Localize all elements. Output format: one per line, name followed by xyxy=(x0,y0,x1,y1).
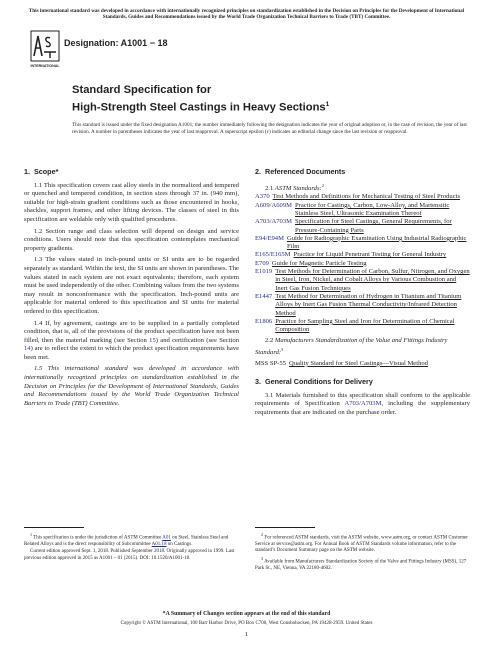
reference-item[interactable] xyxy=(255,293,470,318)
paragraph-1-1: 1.1 This specification covers cast alloy steels in the normalized and tempered or quenched and tempered condition, in section sizes through 37 in. (940 mm), suitable for high-strain gradient conditions such as those encountered in hooks, shackles, support frames, and other lifting devices. The classes of steel in this specification are weldable only with qualified procedures. xyxy=(24,181,239,223)
a01-18-subcommittee-link[interactable]: A01.18 xyxy=(151,541,167,547)
reference-code[interactable]: A370 xyxy=(255,193,270,201)
mss-reference-title: Quality Standard for Steel Castings—Visual Method xyxy=(288,359,428,367)
astm-standards-number: 2.1 xyxy=(265,184,275,192)
title-line-2 xyxy=(72,98,329,115)
reference-item[interactable] xyxy=(255,235,470,252)
mss-reference-code: MSS SP-55 xyxy=(255,359,286,367)
title-line-2-text: High-Strength Steel Castings in Heavy Sections xyxy=(72,101,326,114)
reference-code[interactable]: E709 xyxy=(255,259,269,267)
general-heading-text: General Conditions for Delivery xyxy=(265,377,373,387)
footnote-3: $^3$ Available from Manufacturers Standardization Society of the Valve and Fittings Industry (MSS), 127 Park St., NE, Vienna, VA 22180-4602. xyxy=(255,555,467,571)
paragraph-1-4: 1.4 If, by agreement, castings are to be supplied in a partially completed condition, that is, all of the provisions of the product specification have not been filled, then the material marking (see Section 15) and certification (see Section 14) are to reflect the extent to which the product specification requirements have been met. xyxy=(24,319,239,361)
copyright-line: Copyright © ASTM International, 100 Barr Harbor Drive, PO Box C700, West Conshohocken, PA 19428-2959. United States xyxy=(120,621,373,626)
astm-standards-label xyxy=(255,182,470,194)
left-footnote-rule xyxy=(24,527,84,528)
footnote-1: $^1$ This specification is under the jurisdiction of ASTM Committee A01 on Steel, Stainless Steel and Related Alloys and is the direct responsibility of Subcommittee A01.18 on Castings. xyxy=(24,532,229,547)
scope-heading-text: Scope* xyxy=(34,167,59,176)
mss-standards-label xyxy=(255,337,470,357)
reference-item[interactable] xyxy=(255,251,470,259)
paragraph-1-2: 1.2 Section range and class selection will depend on design and service conditions. Users should note that this specification contemplates mechanical property gradients. xyxy=(24,227,239,252)
reference-title: Guide for Magnetic Particle Testing xyxy=(271,259,367,267)
general-heading-number: 3. xyxy=(255,377,261,387)
page-number: 1 xyxy=(244,631,249,638)
footnote-3-text: Available from Manufacturers Standardization Society of the Valve and Fittings Industry (MSS), 127 Park St., NE, Vienna, VA 22180-4602. xyxy=(255,559,467,571)
right-footnotes xyxy=(255,532,470,573)
paragraph-1-5-text: This international standard was developed in accordance with internationally recognized principles on standardization established in the Decision on Principles for the Development of International Standards, Guides and Recommendations issued by the World Trade Organization Technical Barriers to Trade (TBT) Committee. xyxy=(24,365,239,407)
section-15-link[interactable]: 15 xyxy=(149,336,156,344)
reference-code[interactable]: A703/A703M xyxy=(255,218,292,226)
scope-heading-number: 1. xyxy=(24,167,30,176)
footnote-1-text-b: on Steel, Stainless Steel and Related Alloys and is the direct responsibility of Subcommittee xyxy=(24,535,229,547)
footnote-1-edition: Current edition approved Sept. 1, 2018. Published September 2018. Originally approved in 1999. Last previous edition approved in 2015 as A1001 – 01 (2015). DOI: 10.1520/A1001-18. xyxy=(24,549,235,561)
footnote-1-text-a: This specification is under the jurisdiction of ASTM Committee xyxy=(33,535,163,541)
reference-item[interactable] xyxy=(255,193,470,201)
reference-code[interactable]: E1447 xyxy=(255,292,273,300)
issued-note: This standard is issued under the fixed designation A1001; the number immediately following the designation indicates the year of original adoption or, in the case of revision, the year of last revision. A number in parentheses indicates the year of last reapproval. A superscript epsilon (ε) indicates an editorial change since the last revision or reapproval. xyxy=(72,122,467,135)
document-title xyxy=(72,84,329,115)
footnote-2: $^2$ For referenced ASTM standards, visit the ASTM website, www.astm.org, or contact ASTM Customer Service at service@astm.org. For Annual Book of ASTM Standards volume information, refer to the standard’s Document Summary page on the ASTM website. xyxy=(255,532,468,554)
general-conditions-heading xyxy=(255,378,470,387)
right-column xyxy=(255,168,470,417)
mss-reference[interactable] xyxy=(255,360,470,368)
reference-code[interactable]: A609/A609M xyxy=(255,201,292,209)
mss-standards-title: Manufacturers Standardization of the Value and Fittings Industry Standard: xyxy=(255,337,448,357)
paragraph-1-5: 1.5 This international standard was developed in accordance with internationally recognized principles on standardization established in the Decision on Principles for the Development of International Standards, Guides and Recommendations issued by the World Trade Organization Technical Barriers to Trade (TBT) Committee. xyxy=(24,365,239,407)
reference-item[interactable] xyxy=(255,202,470,219)
reference-title: Guide for Radiographic Examination Using Industrial Radiographic Film xyxy=(286,234,467,251)
summary-of-changes-note: *A Summary of Changes section appears at the end of this standard xyxy=(162,611,331,617)
reference-item[interactable] xyxy=(255,318,470,335)
references-heading-text: Referenced Documents xyxy=(265,167,346,176)
section-14-link[interactable]: 14 xyxy=(24,345,31,353)
paragraph-1-4-text-b: ) and certification (see Section xyxy=(155,336,239,344)
astm-standards-title: ASTM Standards: xyxy=(274,184,322,192)
footnote-1-text-c: on Castings. xyxy=(166,541,193,547)
reference-code[interactable]: E1019 xyxy=(255,268,273,276)
reference-title: Test Methods and Definitions for Mechanical Testing of Steel Products xyxy=(272,193,461,201)
paragraph-3-1-text-b: , including the supplementary requirements that are indicated on the purchase order. xyxy=(255,400,470,416)
reference-item[interactable] xyxy=(255,268,470,293)
designation: Designation: A1001 − 18 xyxy=(64,38,168,48)
paragraph-1-2-text: Section range and class selection will depend on design and service conditions. Users should note that this specification contemplates mechanical property gradients. xyxy=(24,227,239,252)
references-heading-number: 2. xyxy=(255,167,261,176)
reference-item[interactable] xyxy=(255,218,470,235)
reference-code[interactable]: E94/E94M xyxy=(255,234,284,242)
reference-title: Practice for Sampling Steel and Iron for Determination of Chemical Composition xyxy=(275,317,455,334)
paragraph-1-3-text: The values stated in inch-pound units or SI units are to be regarded separately as standard. Within the text, the SI units are shown in parentheses. The values stated in each system are not exact equivalents; therefore, each system must be used independently of the other. Combining values from the two systems may result in nonconformance with the specification. Inch-pound units are applicable for material ordered to this specification and SI units for material ordered to this specification. xyxy=(24,256,239,315)
reference-title: Specification for Steel Castings, General Requirements, for Pressure-Containing Parts xyxy=(295,218,452,234)
reference-item[interactable] xyxy=(255,260,470,268)
astm-standards-footnote-mark: 2 xyxy=(321,182,324,188)
paragraph-3-1-text-a: Materials furnished to this specification shall conform to the applicable requirements of Specification xyxy=(255,391,471,408)
reference-title: Practice for Castings, Carbon, Low-Alloy, and Martensitic Stainless Steel, Ultrasonic Examination Thereof xyxy=(295,201,450,217)
mss-standards-footnote-mark: 3 xyxy=(281,347,284,353)
mss-standards-number: 2.2 xyxy=(265,337,275,345)
a703-link[interactable]: A703/A703M xyxy=(344,400,382,408)
paragraph-3-1: 3.1 Materials furnished to this specification shall conform to the applicable requirements of Specification A703/A703M, including the supplementary requirements that are indicated on the purchase order. xyxy=(255,391,471,416)
reference-list xyxy=(255,193,470,334)
a01-committee-link[interactable]: A01 xyxy=(162,535,171,541)
right-footnote-rule xyxy=(255,527,315,528)
footnote-2-text: For referenced ASTM standards, visit the ASTM website, www.astm.org, or contact ASTM Customer Service at service@astm.org. For Annual Book of ASTM Standards volume information, refer to the standard’s Document Summary page on the ASTM website. xyxy=(255,535,468,554)
paragraph-1-3: 1.3 The values stated in inch-pound units or SI units are to be regarded separately as standard. Within the text, the SI units are shown in parentheses. The values stated in each system are not exact equivalents; therefore, each system must be used independently of the other. Combining values from the two systems may result in nonconformance with the specification. Inch-pound units are applicable for material ordered to this specification and SI units for material ordered to this specification. xyxy=(24,256,239,315)
title-line-1: Standard Specification for xyxy=(72,84,212,96)
left-column xyxy=(24,168,239,411)
reference-title: Test Methods for Determination of Carbon, Sulfur, Nitrogen, and Oxygen in Steel, Iron, Nickel, and Cobalt Alloys by Various Combustion and Inert Gas Fusion Techniques xyxy=(275,268,470,292)
scope-heading xyxy=(24,168,239,177)
reference-code[interactable]: E1806 xyxy=(255,317,273,325)
paragraph-1-4-text-a: If, by agreement, castings are to be supplied in a partially completed condition, that is, all of the provisions of the product specification have not been filled, then the material marking (see Section xyxy=(24,319,239,344)
title-footnote-mark: 1 xyxy=(325,100,330,108)
paragraph-1-4-text-c: ) are to reflect the extent to which the product specification requirements have been met. xyxy=(24,345,239,361)
reference-title: Practice for Liquid Penetrant Testing for General Industry xyxy=(293,251,447,259)
reference-title: Test Method for Determination of Hydrogen in Titanium and Titanium Alloys by Inert Gas Fusion Thermal Conductivity/Infrared Detection Method xyxy=(275,292,462,317)
logo-text: INTERNATIONAL xyxy=(30,64,60,68)
paragraph-1-1-text: This specification covers cast alloy steels in the normalized and tempered or quenched and tempered condition, in section sizes through 37 in. (940 mm), suitable for high-strain gradient conditions such as those encountered in hooks, shackles, support frames, and other lifting devices. The classes of steel in this specification are weldable only with qualified procedures. xyxy=(24,181,239,223)
reference-code[interactable]: E165/E165M xyxy=(255,251,291,259)
top-notice: This international standard was developed in accordance with internationally recognized principles on standardization established in the Decision on Principles for the Development of International Standards, Guides and Recommendations issued by the World Trade Organization Technical Barriers to Trade (TBT) Committee. xyxy=(28,8,465,21)
references-heading xyxy=(255,168,470,177)
left-footnotes xyxy=(24,532,239,563)
astm-logo-icon xyxy=(30,30,60,70)
